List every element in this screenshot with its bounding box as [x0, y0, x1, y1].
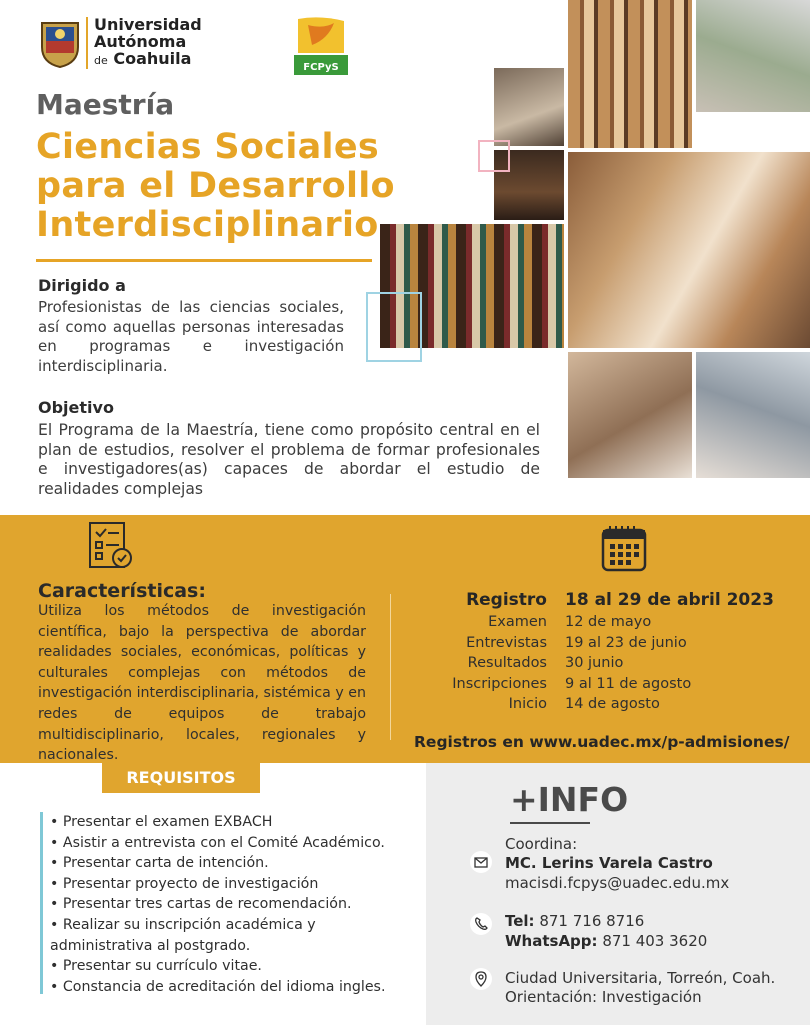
program-title — [36, 128, 395, 245]
calendar-icon — [600, 524, 648, 574]
whatsapp-label: WhatsApp: — [505, 932, 598, 950]
caracteristicas-text: Utiliza los métodos de investigación científica, bajo la perspectiva de abordar realidades sociales, económicas, políticas y culturales complejas con métodos de investigación interdisciplinaria, sistémica y en redes de equipos de trabajo multidisciplinario, locales, regionales y nacionales. — [38, 603, 366, 764]
schedule-value: 9 al 11 de agosto — [565, 675, 692, 692]
requisitos-list — [50, 812, 400, 997]
program-title-line2: para el Desarrollo — [36, 166, 395, 206]
checklist-icon — [86, 520, 136, 572]
orientation: Orientación: Investigación — [505, 988, 702, 1006]
list-item: • Realizar su inscripción académica y administrativa al postgrado. — [50, 916, 316, 954]
university-name-line3: Coahuila — [113, 49, 192, 68]
band-divider — [390, 594, 391, 740]
photo-tile-student-reading — [568, 152, 810, 348]
fcpys-logo — [290, 15, 352, 77]
list-item: • Presentar carta de intención. — [50, 855, 269, 872]
schedule-row — [420, 653, 800, 674]
info-underline — [510, 822, 590, 824]
program-type: Maestría — [36, 88, 175, 121]
coordinator-name-text: MC. Lerins Varela Castro — [505, 854, 713, 872]
list-item: • Constancia de acreditación del idioma ingles. — [50, 978, 386, 995]
envelope-icon — [470, 851, 492, 873]
list-item: • Presentar el examen EXBACH — [50, 814, 273, 830]
schedule-value: 18 al 29 de abril 2023 — [565, 590, 774, 610]
photo-tile-laptop — [696, 352, 810, 478]
schedule-label: Inicio — [508, 696, 547, 713]
whatsapp-number[interactable]: 871 403 3620 — [602, 932, 708, 950]
dirigido-text: Profesionistas de las ciencias sociales, así como aquellas personas interesadas en programas e investigación interdisciplinaria. — [38, 298, 344, 375]
logo-divider — [86, 17, 88, 69]
title-underline — [36, 259, 372, 262]
fcpys-logo-text: FCPyS — [303, 62, 339, 73]
photo-tile-notebooks — [696, 0, 810, 112]
university-name-line2: Autónoma — [94, 32, 187, 51]
university-logo — [38, 16, 202, 69]
schedule-label: Registro — [466, 590, 547, 610]
photo-tile-library — [494, 68, 564, 146]
contact-email[interactable]: macisdi.fcpys@uadec.edu.mx — [505, 874, 730, 892]
contact-whatsapp — [505, 931, 707, 951]
schedule-label: Examen — [488, 614, 547, 631]
schedule-value: 30 junio — [565, 655, 624, 672]
caracteristicas-heading: Características: — [38, 580, 206, 602]
coordinator-name — [505, 853, 713, 873]
contact-phone — [505, 911, 644, 931]
coordina-label: Coordina: — [505, 835, 578, 853]
objetivo-heading: Objetivo — [38, 398, 114, 417]
list-item: • Presentar su currículo vitae. — [50, 958, 262, 975]
phone-number[interactable]: 871 716 8716 — [539, 912, 645, 930]
decorative-frame — [366, 292, 422, 362]
program-title-line3: Interdisciplinario — [36, 205, 379, 245]
schedule-value: 14 de agosto — [565, 696, 660, 713]
requisitos-heading: REQUISITOS — [102, 763, 260, 793]
schedule-row — [420, 674, 800, 695]
dirigido-heading: Dirigido a — [38, 276, 126, 295]
schedule-row — [420, 612, 800, 633]
schedule-value: 19 al 23 de junio — [565, 634, 687, 651]
decorative-frame — [478, 140, 510, 172]
schedule — [420, 588, 800, 715]
phone-icon — [470, 913, 492, 935]
university-name-line1: Universidad — [94, 15, 202, 34]
registration-link[interactable]: Registros en www.uadec.mx/p-admisiones/ — [414, 733, 790, 751]
info-heading: +INFO — [510, 780, 629, 819]
schedule-row — [420, 694, 800, 715]
location-pin-icon — [470, 968, 492, 990]
requisitos-accent-bar — [40, 812, 43, 994]
list-item: • Asistir a entrevista con el Comité Académico. — [50, 834, 385, 851]
schedule-row — [420, 633, 800, 654]
university-name-de: de — [94, 54, 108, 67]
list-item: • Presentar proyecto de investigación — [50, 875, 319, 892]
schedule-value: 12 de mayo — [565, 614, 652, 631]
university-name — [94, 16, 202, 69]
photo-tile-books — [568, 0, 692, 148]
list-item: • Presentar tres cartas de recomendación. — [50, 896, 352, 913]
schedule-row — [420, 588, 800, 612]
program-title-line1: Ciencias Sociales — [36, 127, 380, 167]
schedule-label: Inscripciones — [452, 675, 547, 692]
objetivo-text: El Programa de la Maestría, tiene como propósito central en el plan de estudios, resolver el problema de formar profesionales e investigadores(as) capaces de abordar el estudio de realidades complejas — [38, 421, 540, 498]
schedule-label: Entrevistas — [466, 634, 547, 651]
schedule-label: Resultados — [467, 655, 547, 672]
address: Ciudad Universitaria, Torreón, Coah. — [505, 969, 776, 987]
university-crest-icon — [38, 17, 82, 69]
photo-tile-writing — [568, 352, 692, 478]
phone-label: Tel: — [505, 912, 535, 930]
